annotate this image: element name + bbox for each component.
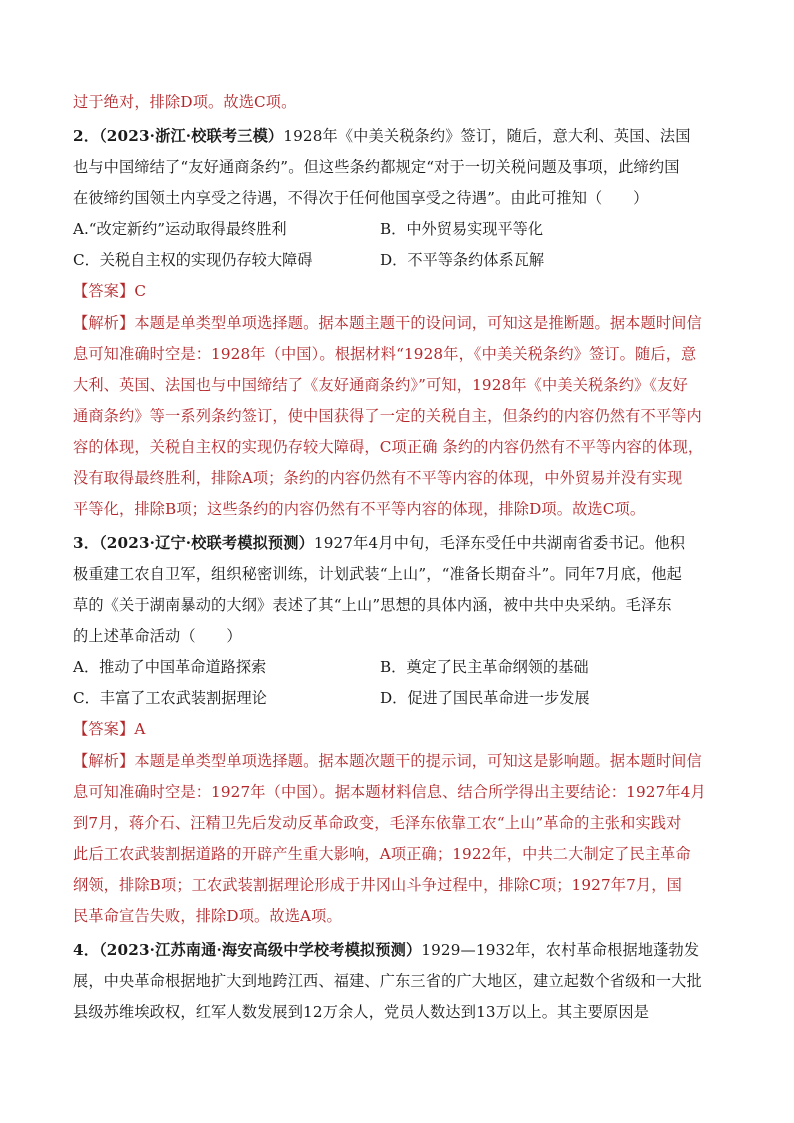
- q3-stem-text-1: 1927年4月中旬，毛泽东受任中共湖南省委书记。他积: [313, 534, 686, 552]
- q4-stem-line-3: 县级苏维埃政权，红军人数发展到12万余人，党员人数达到13万以上。其主要原因是: [73, 1003, 650, 1021]
- q4-number: 4．: [73, 941, 100, 959]
- q2-option-a: A.“改定新约”运动取得最终胜利: [73, 220, 287, 238]
- q3-number: 3．: [73, 534, 100, 552]
- q2-answer-value: C: [134, 282, 147, 300]
- q3-analysis-line-1: [73, 751, 702, 771]
- q2-analysis-text-1: 本题是单类型单项选择题。据本题主题干的设问词，可知这是推断题。据本题时间信: [134, 314, 702, 332]
- q2-option-b: B．中外贸易实现平等化: [380, 220, 544, 238]
- q2-analysis-line-1: [73, 313, 702, 333]
- q2-analysis-line-5: 容的体现，关税自主权的实现仍存较大障碍，C项正确 条约的内容仍然有不平等内容的体现，: [73, 438, 704, 456]
- q3-answer: [73, 719, 145, 739]
- q2-stem-line-1: [73, 126, 691, 146]
- q2-stem-line-3: 在彼缔约国领土内享受之待遇，不得次于任何他国享受之待遇”。由此可推知（ ）: [73, 189, 649, 207]
- q3-analysis-line-5: 纲领，排除B项；工农武装割据理论形成于井冈山斗争过程中，排除C项；1927年7月，国: [73, 876, 682, 894]
- q3-analysis-line-4: 此后工农武装割据道路的开辟产生重大影响，A项正确；1922年，中共二大制定了民主革命: [73, 845, 691, 863]
- q2-option-d: D．不平等条约体系瓦解: [380, 251, 545, 269]
- q3-option-c: C．丰富了工农武装割据理论: [73, 689, 267, 707]
- q2-analysis-line-6: 没有取得最终胜利，排除A项；条约的内容仍然有不平等内容的体现，中外贸易并没有实现: [73, 469, 683, 487]
- q4-source: （2023·江苏南通·海安高级中学校考模拟预测）: [99, 941, 422, 959]
- q3-analysis-label: 【解析】: [73, 752, 135, 770]
- q3-option-d: D．促进了国民革命进一步发展: [380, 689, 590, 707]
- q3-source: （2023·辽宁·校联考模拟预测）: [99, 534, 314, 552]
- q3-stem-line-1: [73, 533, 685, 553]
- q3-stem-line-2: 极重建工农自卫军，组织秘密训练，计划武装“上山”，“准备长期奋斗”。同年7月底，他起: [73, 565, 682, 583]
- q4-stem-line-1: [73, 940, 699, 960]
- q2-stem-text-1: 1928年《中美关税条约》签订，随后，意大利、英国、法国: [283, 127, 691, 145]
- q2-stem-line-2: 也与中国缔结了“友好通商条约”。但这些条约都规定“对于一切关税问题及事项，此缔约国: [73, 158, 680, 176]
- q2-answer: [73, 281, 146, 301]
- q3-answer-value: A: [134, 720, 146, 738]
- q2-source: （2023·浙江·校联考三模）: [99, 127, 284, 145]
- previous-analysis-tail: 过于绝对，排除D项。故选C项。: [73, 93, 297, 111]
- q3-option-b: B．奠定了民主革命纲领的基础: [380, 658, 589, 676]
- q2-answer-label: 【答案】: [73, 282, 135, 300]
- q3-stem-line-4: 的上述革命活动（ ）: [73, 627, 242, 645]
- q3-stem-line-3: 草的《关于湖南暴动的大纲》表述了其“上山”思想的具体内涵，被中共中央采纳。毛泽东: [73, 596, 672, 614]
- q2-analysis-label: 【解析】: [73, 314, 135, 332]
- q2-analysis-line-3: 大利、英国、法国也与中国缔结了《友好通商条约》”可知，1928年《中美关税条约》《友好: [73, 376, 688, 394]
- q3-analysis-line-3: 到7月，蒋介石、汪精卫先后发动反革命政变，毛泽东依靠工农“上山”革命的主张和实践对: [73, 814, 682, 832]
- q2-option-c: C．关税自主权的实现仍存较大障碍: [73, 251, 313, 269]
- q3-option-a: A．推动了中国革命道路探索: [73, 658, 267, 676]
- q3-analysis-text-1: 本题是单类型单项选择题。据本题次题干的提示词，可知这是影响题。据本题时间信: [134, 752, 702, 770]
- q3-analysis-line-2: 息可知准确时空是：1927年（中国）。据本题材料信息、结合所学得出主要结论：1927年4月: [73, 783, 706, 801]
- q2-analysis-line-2: 息可知准确时空是：1928年（中国）。根据材料“1928年，《中美关税条约》签订。随后，意: [73, 345, 697, 363]
- q2-number: 2．: [73, 127, 100, 145]
- q3-analysis-line-6: 民革命宣告失败，排除D项。故选A项。: [73, 907, 342, 925]
- q2-analysis-line-7: 平等化，排除B项；这些条约的内容仍然有不平等内容的体现，排除D项。故选C项。: [73, 500, 646, 518]
- q3-answer-label: 【答案】: [73, 720, 135, 738]
- q4-stem-line-2: 展，中央革命根据地扩大到地跨江西、福建、广东三省的广大地区，建立起数个省级和一大批: [73, 972, 702, 990]
- q2-analysis-line-4: 通商条约》等一系列条约签订，使中国获得了一定的关税自主，但条约的内容仍然有不平等内: [73, 407, 702, 425]
- q4-stem-text-1: 1929—1932年，农村革命根据地蓬勃发: [421, 941, 700, 959]
